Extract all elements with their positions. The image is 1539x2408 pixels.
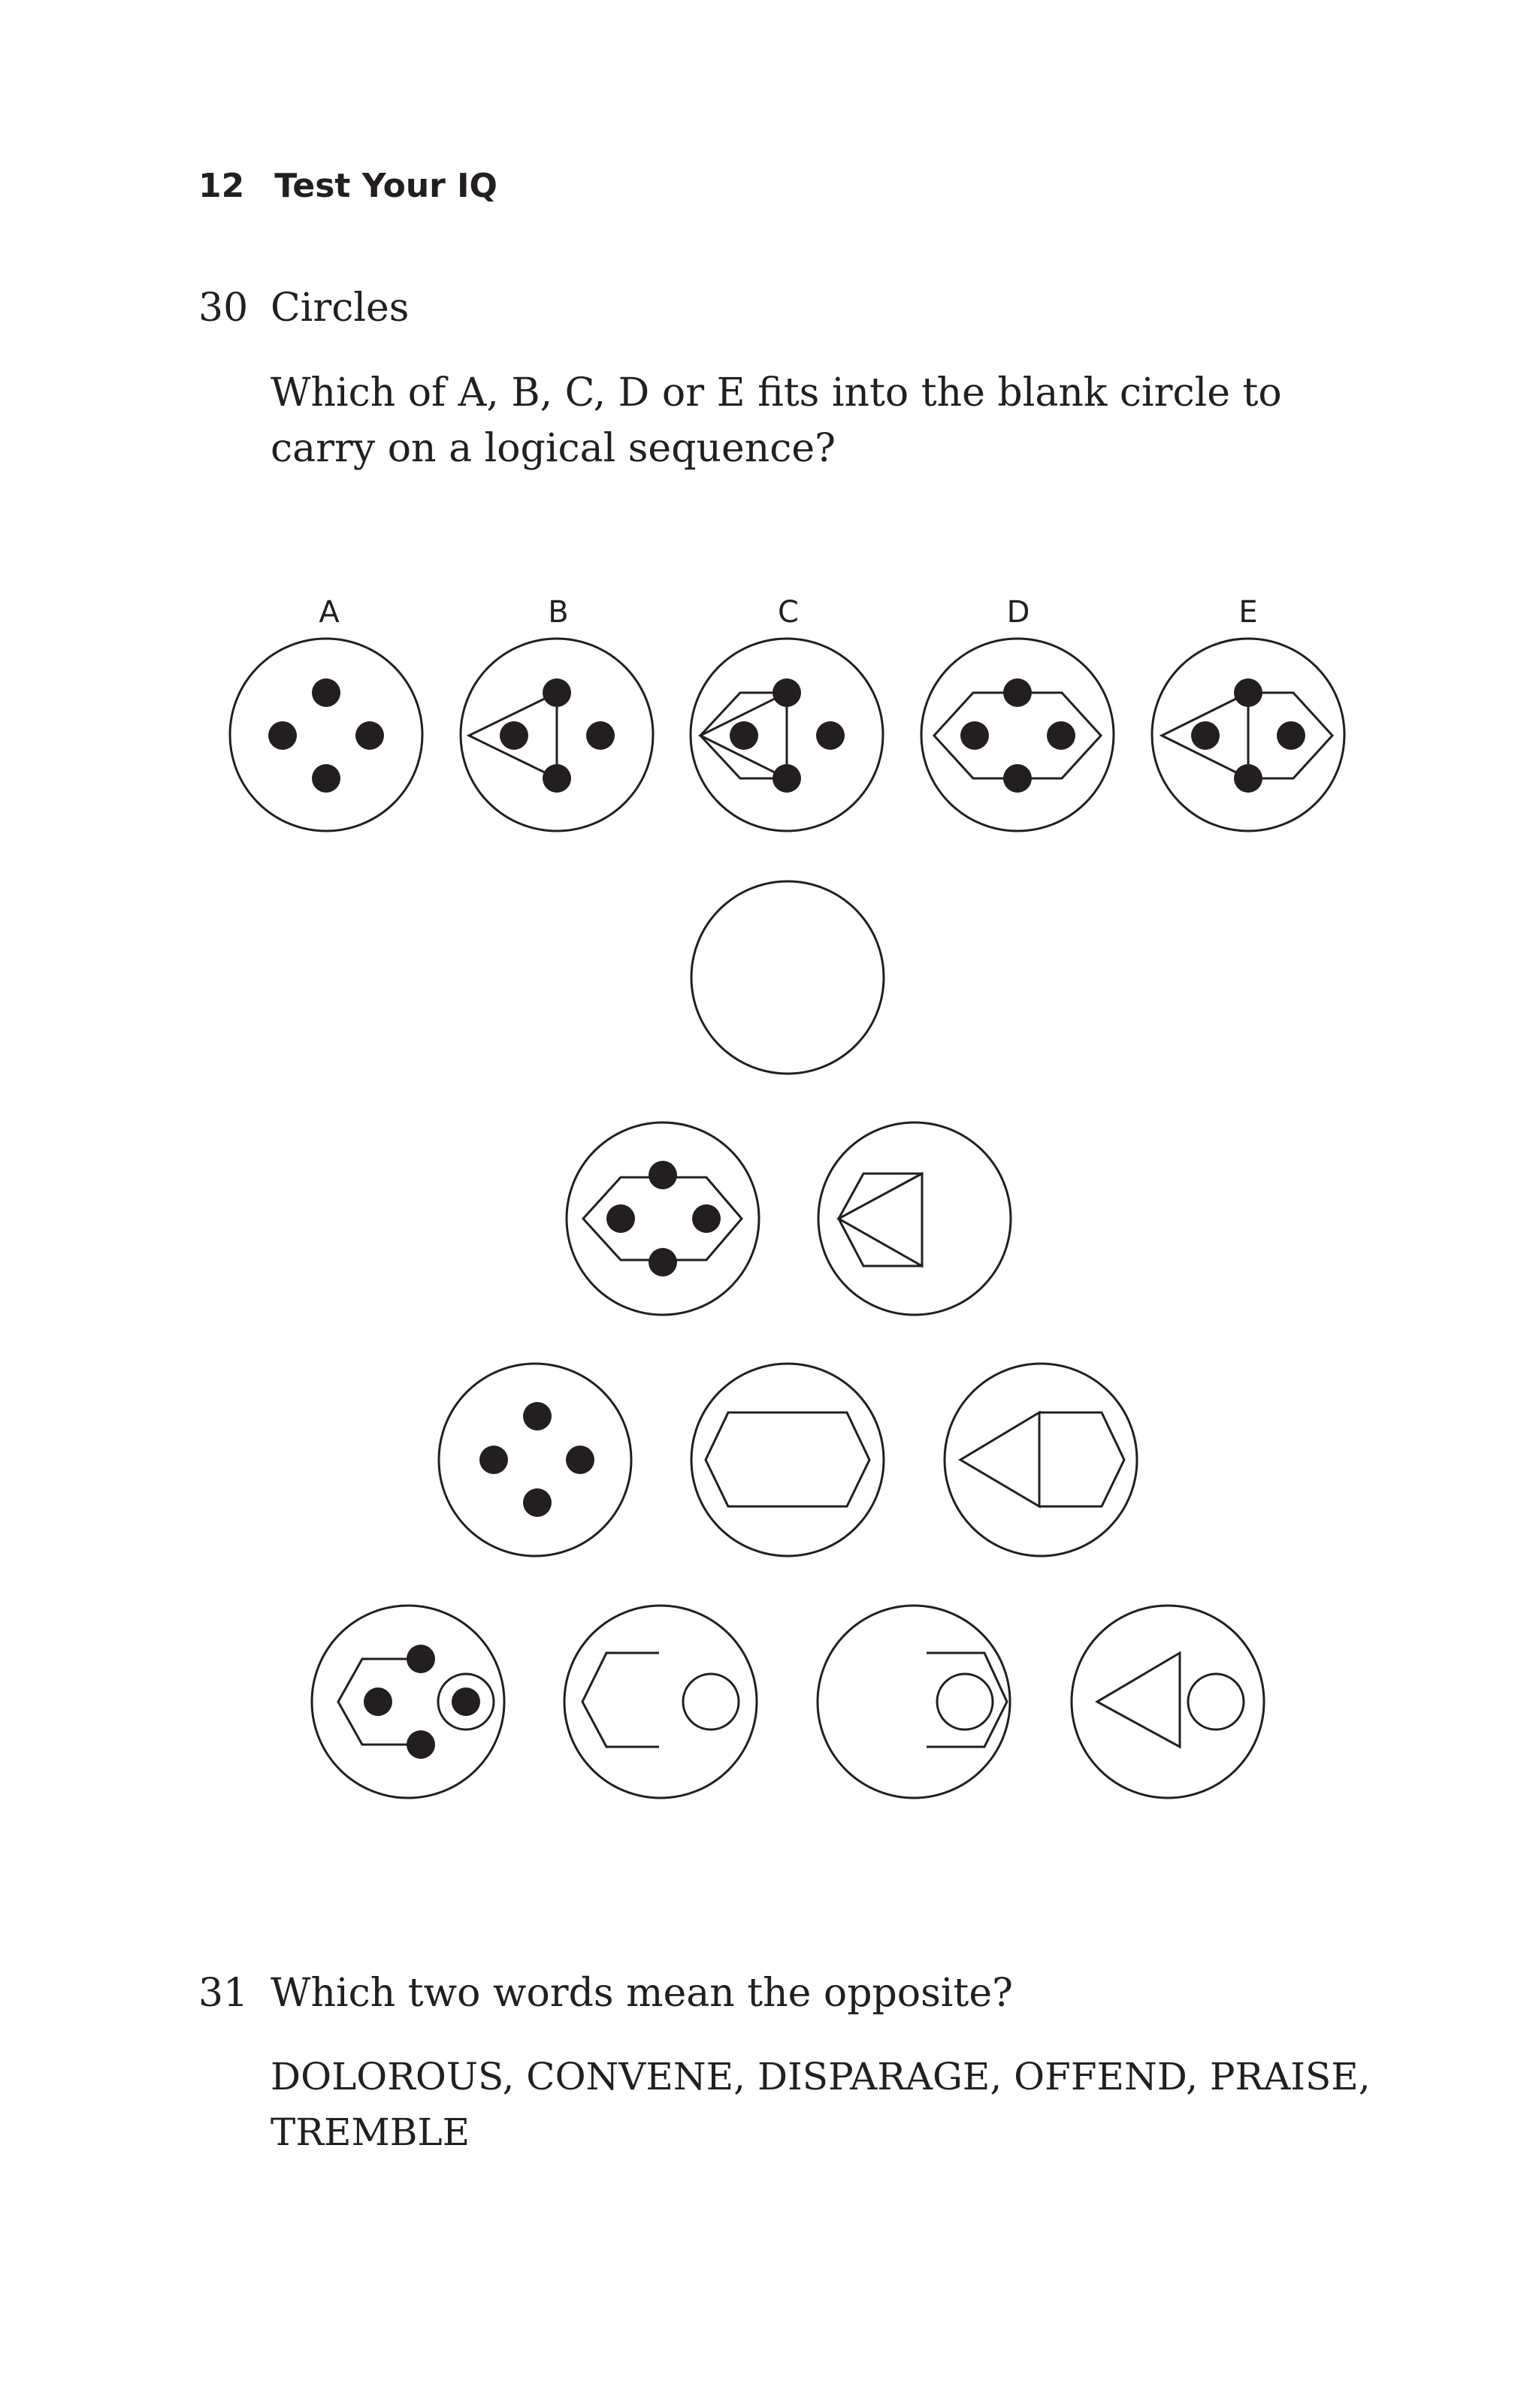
pyramid-circle-right-hexagon-small-circle bbox=[818, 1606, 1010, 1798]
blank-circle[interactable] bbox=[691, 881, 884, 1074]
question-31-heading bbox=[198, 1965, 1013, 2021]
question-31-number: 31 bbox=[198, 1971, 249, 2016]
pyramid-circle-triangle-half-hexagon bbox=[818, 1122, 1011, 1315]
question-31-word-list: DOLOROUS, CONVENE, DISPARAGE, OFFEND, PRAISE, TREMBLE bbox=[271, 2055, 1371, 2154]
running-head bbox=[198, 167, 497, 205]
question-30-prompt: Which of A, B, C, D or E fits into the blank circle to carry on a logical sequence? bbox=[271, 370, 1282, 471]
option-b-circle[interactable] bbox=[461, 639, 653, 831]
question-30-number: 30 bbox=[198, 286, 249, 331]
option-label-a: A bbox=[319, 595, 340, 630]
pyramid-circle-hexagon bbox=[691, 1364, 884, 1556]
book-title: Test Your IQ bbox=[274, 167, 497, 205]
option-label-d: D bbox=[1006, 595, 1030, 630]
option-label-c: C bbox=[778, 595, 799, 630]
question-30-heading bbox=[198, 280, 410, 336]
option-c-circle[interactable] bbox=[691, 639, 883, 831]
option-label-e: E bbox=[1238, 595, 1258, 630]
circles-puzzle-figure bbox=[0, 571, 1539, 1818]
option-e-circle[interactable] bbox=[1152, 639, 1344, 831]
question-31-prompt: Which two words mean the opposite? bbox=[271, 1971, 1013, 2016]
question-30-title: Circles bbox=[271, 286, 410, 331]
option-d-circle[interactable] bbox=[921, 639, 1114, 831]
pyramid-circle-hexagon-dots bbox=[567, 1122, 759, 1315]
page-number: 12 bbox=[198, 167, 245, 205]
pyramid-circle-triangle-hexagon bbox=[945, 1364, 1137, 1556]
pyramid-circle-hexagon-dots-small-circle bbox=[312, 1606, 504, 1798]
option-a-circle[interactable] bbox=[230, 639, 422, 831]
pyramid-circle-four-dots bbox=[439, 1364, 631, 1556]
option-label-b: B bbox=[548, 595, 569, 630]
pyramid-circle-half-hexagon-small-circle bbox=[564, 1606, 757, 1798]
pyramid-circle-triangle-small-circle bbox=[1072, 1606, 1264, 1798]
